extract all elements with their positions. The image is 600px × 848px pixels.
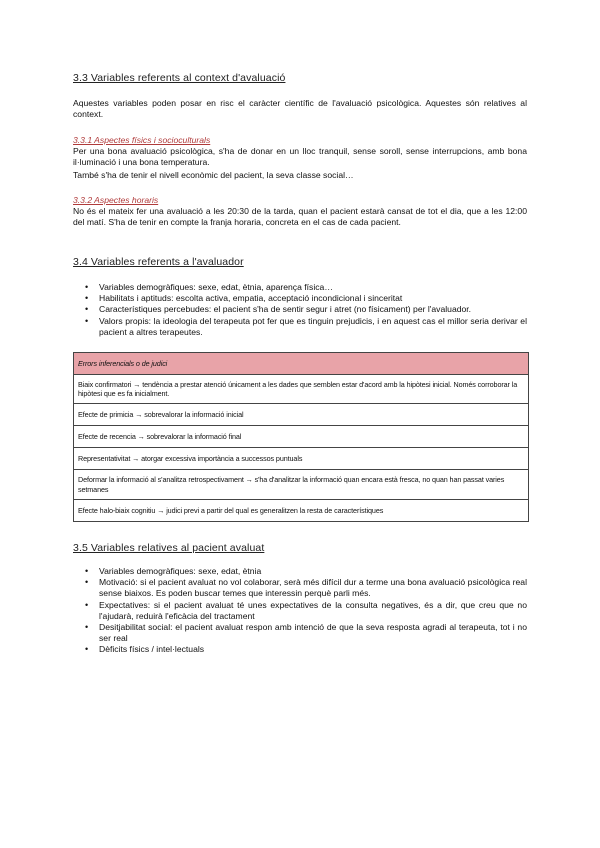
paragraph-3-3-1-b: També s'ha de tenir el nivell econòmic del pacient, la seva classe social… bbox=[73, 170, 354, 180]
errors-table bbox=[73, 352, 529, 522]
list-item: • Desitjabilitat social: el pacient avaluat respon amb intenció de que la seva resposta agradi al terapeuta, tot i no ser real bbox=[73, 622, 527, 644]
list-3-4 bbox=[73, 282, 527, 338]
intro-3-3: Aquestes variables poden posar en risc el caràcter científic de l'avaluació psicològica. Aquestes són relatives al context. bbox=[73, 98, 527, 120]
table-row: Efecte de primicia → sobrevalorar la informació inicial bbox=[74, 403, 528, 425]
subheading-3-3-2: 3.3.2 Aspectes horaris bbox=[73, 195, 159, 205]
list-3-5 bbox=[73, 566, 527, 656]
list-item: • Variables demogràfiques: sexe, edat, ètnia, aparença física… bbox=[73, 282, 527, 293]
list-item: • Valors propis: la ideologia del terapeuta pot fer que es tinguin prejudicis, i en aquest cas el millor seria derivar el pacient a altres terapeutes. bbox=[73, 316, 527, 338]
subheading-3-3-1: 3.3.1 Aspectes físics i socioculturals bbox=[73, 135, 211, 145]
heading-3-4: 3.4 Variables referents a l'avaluador bbox=[73, 256, 244, 268]
table-row: Representativitat → atorgar excessiva importància a successos puntuals bbox=[74, 447, 528, 469]
list-item: • Dèficits físics / intel·lectuals bbox=[73, 644, 527, 655]
heading-3-5: 3.5 Variables relatives al pacient avaluat bbox=[73, 542, 265, 554]
table-row: Efecte halo-biaix cognitiu → judici previ a partir del qual es generalitzen la resta de característiques bbox=[74, 499, 528, 521]
paragraph-3-3-2: No és el mateix fer una avaluació a les 20:30 de la tarda, quan el pacient estarà cansat de tot el dia, que a les 12:00 del matí. S'ha de tenir en compte la franja horaria, concreta en el cas de cada pacient. bbox=[73, 206, 527, 228]
table-row: Deformar la informació al s'analitza retrospectivament → s'ha d'analitzar la informació quan encara està fresca, no quan han passat varies setmanes bbox=[74, 469, 528, 499]
list-item: • Expectatives: si el pacient avaluat té unes expectatives de la consulta negatives, és a dir, que creu que no l'ajudarà, reduirà l'eficàcia del tractament bbox=[73, 600, 527, 622]
list-item: • Habilitats i aptituds: escolta activa, empatia, acceptació incondicional i sinceritat bbox=[73, 293, 527, 304]
paragraph-3-3-1-a: Per una bona avaluació psicològica, s'ha de donar en un lloc tranquil, sense soroll, sense interrupcions, amb bona il·luminació i una bona temperatura. bbox=[73, 146, 527, 168]
heading-3-3: 3.3 Variables referents al context d'avaluació bbox=[73, 72, 286, 84]
list-item: • Variables demogràfiques: sexe, edat, ètnia bbox=[73, 566, 527, 577]
table-row: Efecte de recencia → sobrevalorar la informació final bbox=[74, 425, 528, 447]
table-row: Biaix confirmatori → tendència a prestar atenció únicament a les dades que semblen estar d'acord amb la hipòtesi inicial. Només corroborar la hipòtesi que es fa inicialment. bbox=[74, 374, 528, 403]
list-item: • Motivació: si el pacient avaluat no vol colaborar, serà més difícil dur a terme una bona avaluació psicològica real sense biaixos. Es poden buscar temes que interessin perquè parli més. bbox=[73, 577, 527, 599]
list-item: • Característiques percebudes: el pacient s'ha de sentir segur i atret (no físicament) per l'avaluador. bbox=[73, 304, 527, 315]
table-header: Errors inferencials o de judici bbox=[74, 353, 528, 374]
